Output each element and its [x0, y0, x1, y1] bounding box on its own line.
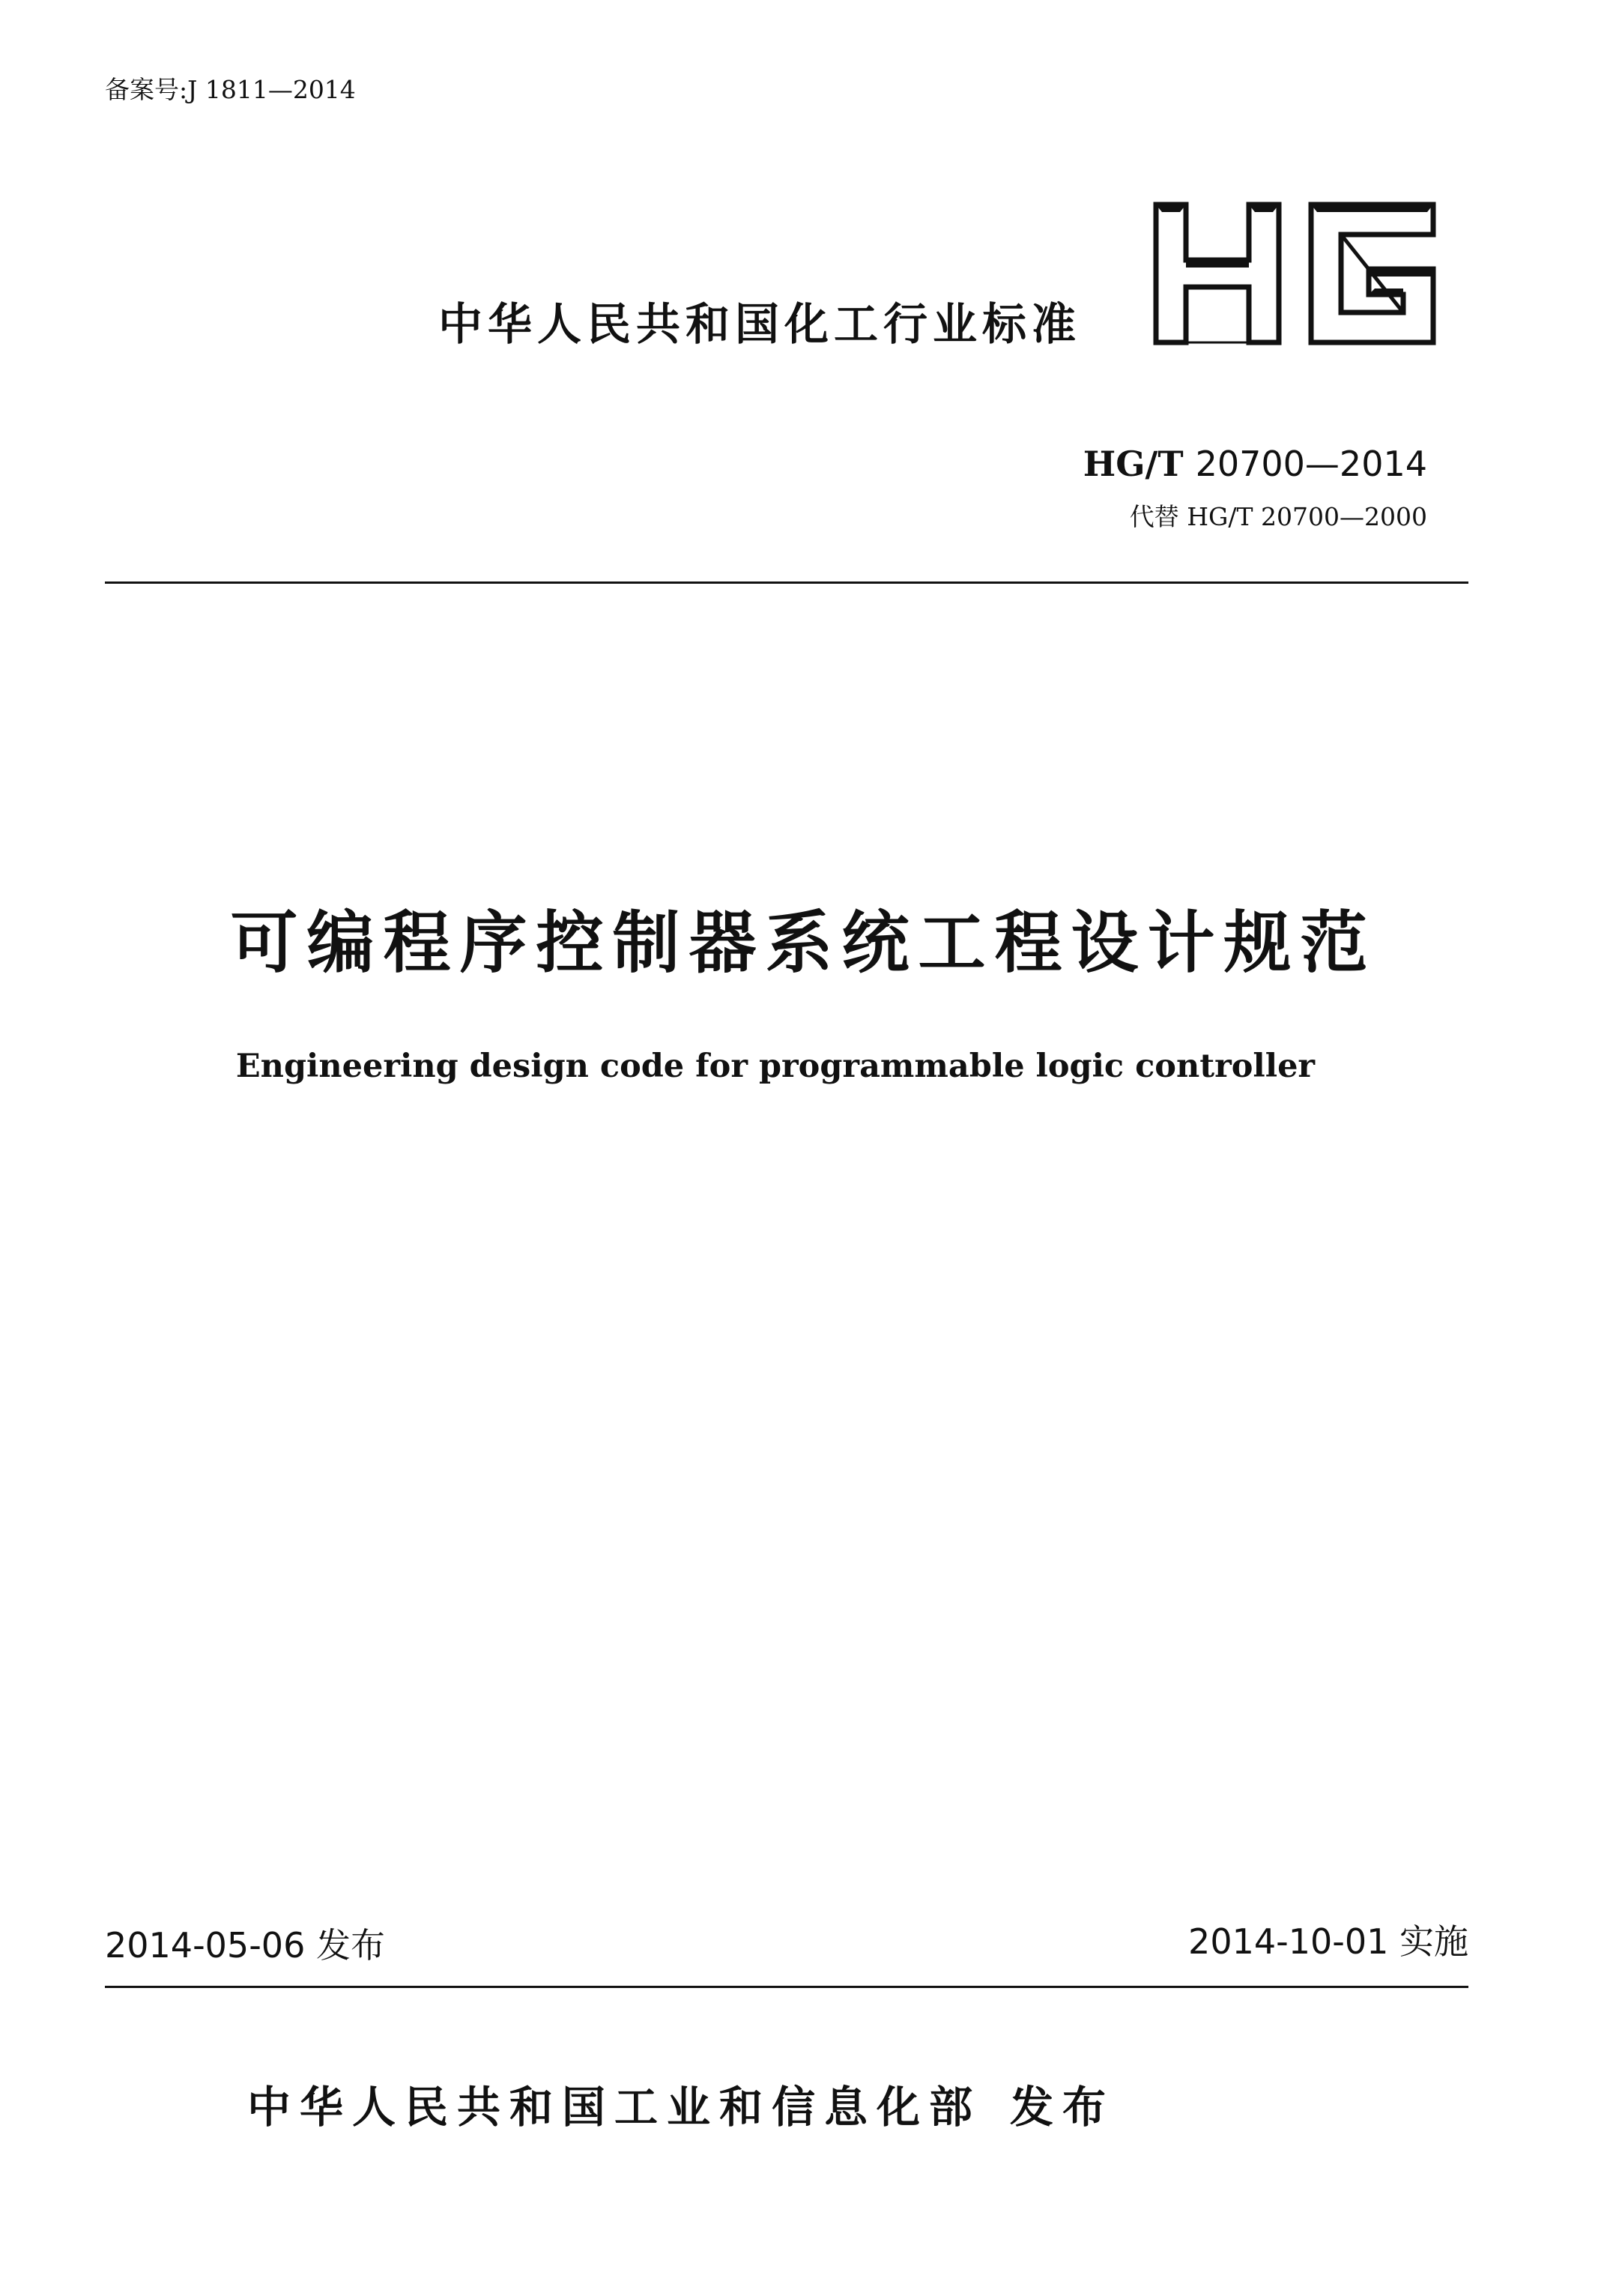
hg-logo [1150, 199, 1438, 348]
industry-standard-title: 中华人民共和国化工行业标准 [438, 298, 1082, 350]
document-title-english: Engineering design code for programmable logic controller [235, 1048, 1316, 1085]
standard-number-value: 20700—2014 [1195, 444, 1427, 484]
issue-date: 2014-05-06 发布 [105, 1925, 385, 1966]
standard-number [1083, 444, 1427, 484]
publisher [247, 2072, 1115, 2135]
replaces-standard: 代替 HG/T 20700—2000 [1129, 502, 1427, 531]
bottom-divider [105, 1986, 1468, 1988]
publisher-name: 中华人民共和国工业和信息化部 [247, 2082, 982, 2133]
top-divider [105, 581, 1468, 584]
document-title-chinese: 可编程序控制器系统工程设计规范 [230, 904, 1377, 982]
publisher-action: 发布 [1010, 2082, 1116, 2133]
filing-number: 备案号:J 1811—2014 [105, 75, 356, 104]
standard-prefix: HG/T [1083, 444, 1184, 484]
implementation-date: 2014-10-01 实施 [1188, 1921, 1468, 1962]
